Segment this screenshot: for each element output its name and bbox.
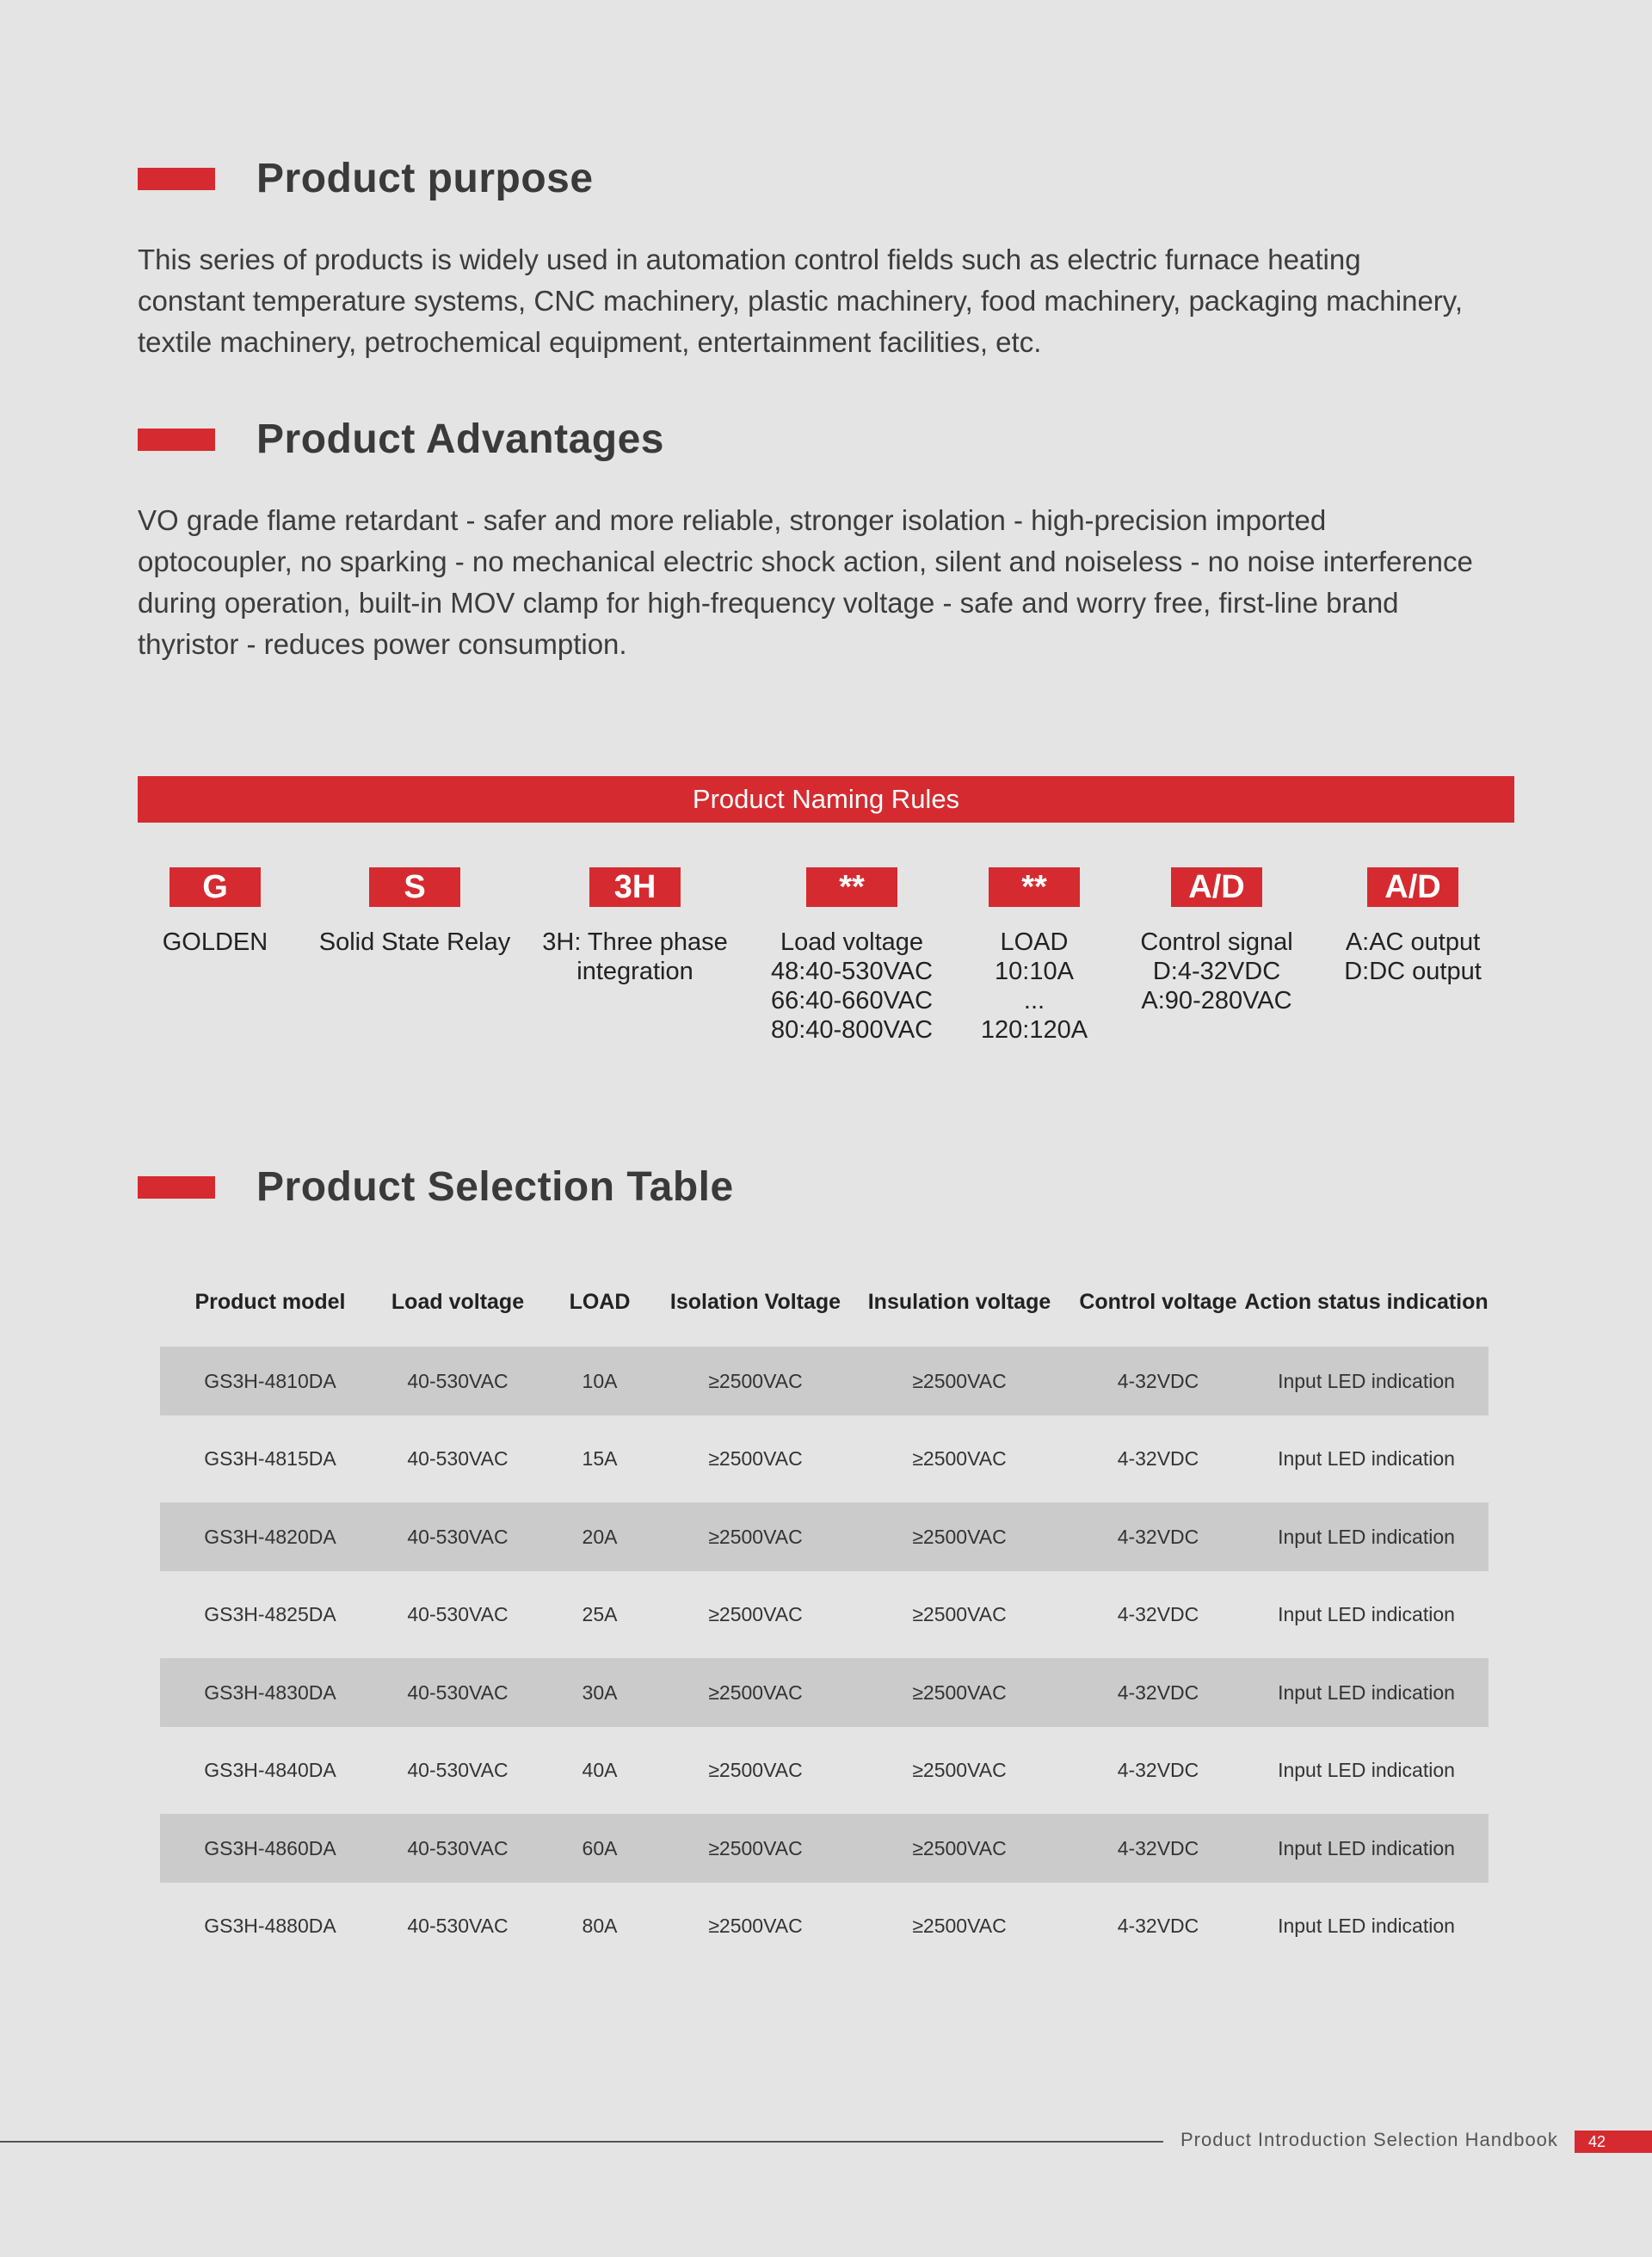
naming-detail: 48:40-530VAC 66:40-660VAC 80:40-800VAC (770, 958, 934, 1044)
advantages-text: VO grade flame retardant - safer and more reliable, stronger isolation - high-precision imported optocoupler, no sparking - no mechanical electric shock action, silent and noiseless - no noise interference during operation, built-in MOV clamp for high-frequency voltage - safe and worry free, first-line brand thyristor - reduces power consumption. (138, 504, 1473, 660)
table-cell: 30A (535, 1658, 664, 1727)
naming-item (536, 867, 734, 986)
table-cell: 25A (582, 1603, 618, 1625)
purpose-header (138, 155, 594, 202)
table-row (160, 1727, 1489, 1814)
table-cell: 60A (535, 1814, 664, 1883)
advantages-heading: Product Advantages (256, 416, 664, 462)
table-cell: GS3H-4810DA (160, 1347, 380, 1415)
naming-code: A/D (1171, 867, 1262, 907)
naming-title: Control signal (1140, 928, 1293, 956)
table-cell: ≥2500VAC (912, 1759, 1007, 1781)
naming-code: 3H (589, 867, 681, 907)
naming-item (740, 867, 964, 1045)
naming-title: LOAD (1000, 928, 1069, 956)
selection-header (138, 1163, 734, 1211)
advantages-header (138, 416, 664, 463)
table-row (160, 1883, 1489, 1970)
table-cell: 40-530VAC (407, 1915, 509, 1937)
table-row (160, 1814, 1489, 1883)
naming-item (303, 867, 527, 957)
naming-title: Solid State Relay (318, 928, 511, 956)
table-cell: Input LED indication (1244, 1814, 1489, 1883)
table-cell: 4-32VDC (1072, 1658, 1244, 1727)
naming-item (1105, 867, 1328, 1015)
table-cell: ≥2500VAC (664, 1814, 847, 1883)
table-cell: ≥2500VAC (664, 1502, 847, 1571)
table-cell: Input LED indication (1278, 1759, 1455, 1781)
table-cell: ≥2500VAC (847, 1814, 1072, 1883)
table-cell: GS3H-4820DA (160, 1502, 380, 1571)
naming-title: GOLDEN (162, 928, 268, 956)
naming-detail: D:DC output (1344, 958, 1482, 985)
table-cell: ≥2500VAC (664, 1658, 847, 1727)
section-marker (138, 429, 215, 451)
table-cell: ≥2500VAC (847, 1658, 1072, 1727)
section-marker (138, 168, 215, 190)
selection-table (160, 1256, 1489, 1970)
naming-item (957, 867, 1112, 1045)
page-number: 42 (1575, 2131, 1652, 2153)
table-cell: ≥2500VAC (708, 1915, 803, 1937)
table-cell: 40-530VAC (407, 1603, 509, 1625)
table-cell: 4-32VDC (1117, 1915, 1199, 1937)
table-header-row (160, 1256, 1489, 1347)
table-cell: ≥2500VAC (912, 1603, 1007, 1625)
naming-title: 3H: Three phase integration (542, 928, 728, 985)
table-cell: Input LED indication (1244, 1347, 1489, 1415)
column-header: LOAD (569, 1289, 631, 1314)
table-cell: 4-32VDC (1072, 1814, 1244, 1883)
table-cell: 40-530VAC (380, 1658, 535, 1727)
table-cell: GS3H-4830DA (160, 1658, 380, 1727)
column-header: Product model (194, 1289, 346, 1314)
naming-code: S (369, 867, 460, 907)
naming-code: A/D (1367, 867, 1458, 907)
purpose-text: This series of products is widely used in automation control fields such as electric furnace heating constant temperature systems, CNC machinery, plastic machinery, food machinery, packaging machinery, textile machinery, petrochemical equipment, entertainment facilities, etc. (138, 244, 1464, 358)
table-cell: ≥2500VAC (664, 1347, 847, 1415)
footer-title: Product Introduction Selection Handbook (1180, 2129, 1558, 2150)
naming-item (1318, 867, 1507, 986)
table-cell: 4-32VDC (1117, 1759, 1199, 1781)
table-cell: GS3H-4880DA (204, 1915, 336, 1937)
naming-detail: D:4-32VDC A:90-280VAC (1141, 958, 1292, 1014)
column-header: Isolation Voltage (669, 1289, 841, 1314)
table-cell: GS3H-4815DA (204, 1447, 336, 1470)
naming-rules-banner: Product Naming Rules (138, 776, 1514, 823)
column-header: Insulation voltage (867, 1289, 1051, 1314)
table-cell: 40-530VAC (407, 1759, 509, 1781)
naming-detail: 10:10A ... 120:120A (980, 958, 1088, 1044)
column-header: Control voltage (1079, 1289, 1237, 1314)
table-cell: GS3H-4840DA (204, 1759, 336, 1781)
table-cell: GS3H-4860DA (160, 1814, 380, 1883)
table-cell: Input LED indication (1278, 1915, 1455, 1937)
table-row (160, 1347, 1489, 1415)
purpose-heading: Product purpose (256, 156, 594, 201)
table-row (160, 1658, 1489, 1727)
column-header: Action status indication (1244, 1289, 1489, 1314)
selection-heading: Product Selection Table (256, 1164, 734, 1210)
table-cell: ≥2500VAC (912, 1915, 1007, 1937)
table-cell: 4-32VDC (1072, 1347, 1244, 1415)
column-header: Load voltage (391, 1289, 525, 1314)
naming-code: ** (806, 867, 897, 907)
table-row (160, 1415, 1489, 1502)
table-cell: GS3H-4825DA (204, 1603, 336, 1625)
table-cell: 15A (582, 1447, 618, 1470)
table-cell: 20A (535, 1502, 664, 1571)
naming-title: Load voltage (780, 928, 924, 956)
table-cell: 4-32VDC (1072, 1502, 1244, 1571)
naming-code: G (170, 867, 261, 907)
table-row (160, 1571, 1489, 1658)
table-cell: 40-530VAC (380, 1347, 535, 1415)
table-cell: Input LED indication (1278, 1603, 1455, 1625)
naming-title: A:AC output (1345, 928, 1481, 956)
footer-divider (0, 2141, 1163, 2143)
table-cell: 40A (582, 1759, 618, 1781)
table-cell: 40-530VAC (380, 1814, 535, 1883)
table-cell: ≥2500VAC (708, 1759, 803, 1781)
table-cell: ≥2500VAC (847, 1502, 1072, 1571)
table-row (160, 1502, 1489, 1571)
table-cell: 4-32VDC (1117, 1447, 1199, 1470)
table-cell: ≥2500VAC (912, 1447, 1007, 1470)
table-cell: ≥2500VAC (847, 1347, 1072, 1415)
table-cell: ≥2500VAC (708, 1447, 803, 1470)
table-cell: 4-32VDC (1117, 1603, 1199, 1625)
table-cell: 40-530VAC (407, 1447, 509, 1470)
table-cell: 10A (535, 1347, 664, 1415)
table-cell: 80A (582, 1915, 618, 1937)
table-cell: ≥2500VAC (708, 1603, 803, 1625)
table-cell: Input LED indication (1278, 1447, 1455, 1470)
table-cell: Input LED indication (1244, 1502, 1489, 1571)
naming-item (103, 867, 327, 957)
table-cell: 40-530VAC (380, 1502, 535, 1571)
table-cell: Input LED indication (1244, 1658, 1489, 1727)
section-marker (138, 1176, 215, 1199)
naming-code: ** (989, 867, 1080, 907)
